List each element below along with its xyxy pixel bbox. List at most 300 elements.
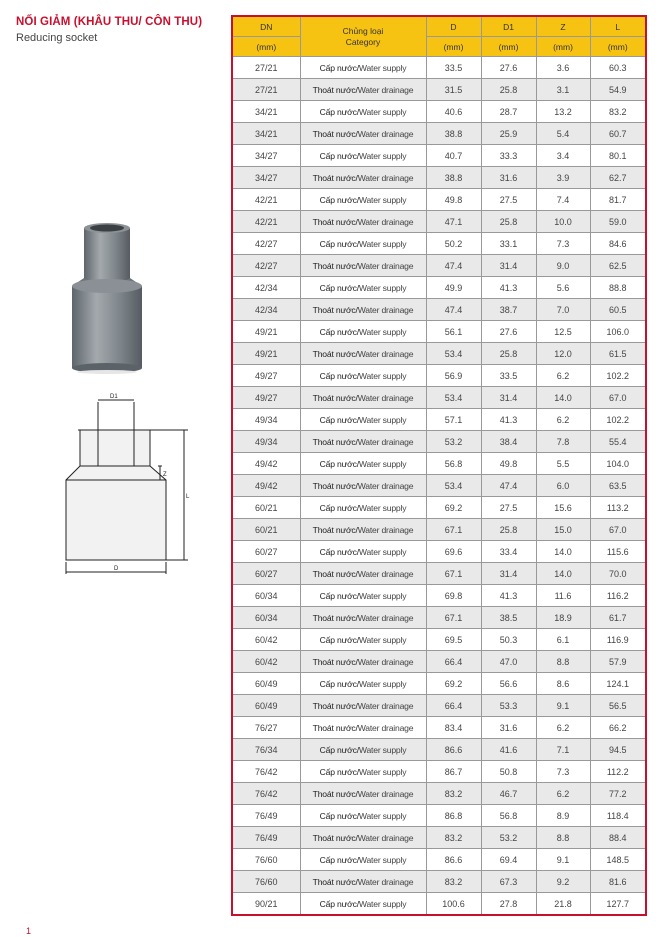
cell-d1: 56.6 (481, 673, 536, 695)
category-vn: Thoát nước/ (312, 480, 358, 491)
cell-d1: 31.4 (481, 387, 536, 409)
table-row (232, 585, 646, 607)
category-vn: Cấp nước/ (319, 766, 359, 777)
cell-category (300, 497, 426, 519)
category-en: Water supply (358, 546, 407, 557)
cell-z: 7.8 (536, 431, 590, 453)
cell-l: 94.5 (590, 739, 646, 761)
table-header-row (232, 16, 646, 37)
cell-d: 56.8 (426, 453, 481, 475)
cell-dn: 60/49 (232, 695, 300, 717)
cell-d: 86.6 (426, 849, 481, 871)
cell-d1: 41.3 (481, 409, 536, 431)
table-row (232, 409, 646, 431)
unit-dn: (mm) (232, 37, 300, 57)
drawing-label-d1: D1 (110, 394, 118, 400)
category-en: Water drainage (357, 260, 414, 271)
cell-d1: 25.8 (481, 79, 536, 101)
header-l: L (590, 16, 646, 37)
cell-z: 3.1 (536, 79, 590, 101)
cell-dn: 27/21 (232, 57, 300, 79)
cell-dn: 34/21 (232, 101, 300, 123)
cell-category (300, 849, 426, 871)
category-vn: Thoát nước/ (312, 84, 358, 95)
cell-category (300, 453, 426, 475)
category-en: Water drainage (357, 480, 414, 491)
cell-d: 69.2 (426, 673, 481, 695)
cell-z: 9.2 (536, 871, 590, 893)
cell-d: 100.6 (426, 893, 481, 916)
category-vn: Thoát nước/ (312, 832, 358, 843)
category-en: Water supply (358, 766, 407, 777)
category-vn: Thoát nước/ (312, 876, 358, 887)
cell-d1: 49.8 (481, 453, 536, 475)
category-vn: Thoát nước/ (312, 436, 358, 447)
table-row (232, 607, 646, 629)
cell-l: 116.2 (590, 585, 646, 607)
spec-table (231, 15, 647, 916)
cell-dn: 49/21 (232, 321, 300, 343)
cell-d: 47.1 (426, 211, 481, 233)
page-subtitle: Reducing socket (16, 32, 98, 44)
cell-l: 115.6 (590, 541, 646, 563)
cell-category (300, 277, 426, 299)
cell-category (300, 673, 426, 695)
cell-l: 63.5 (590, 475, 646, 497)
category-en: Water drainage (357, 436, 414, 447)
cell-z: 3.6 (536, 57, 590, 79)
table-row (232, 761, 646, 783)
cell-dn: 34/27 (232, 145, 300, 167)
cell-category (300, 607, 426, 629)
drawing-label-l: L (186, 494, 190, 500)
category-vn: Cấp nước/ (319, 898, 359, 909)
cell-l: 118.4 (590, 805, 646, 827)
table-row (232, 805, 646, 827)
table-row (232, 321, 646, 343)
cell-category (300, 343, 426, 365)
cell-z: 10.0 (536, 211, 590, 233)
cell-l: 116.9 (590, 629, 646, 651)
cell-category (300, 431, 426, 453)
category-en: Water drainage (357, 84, 414, 95)
cell-dn: 76/60 (232, 871, 300, 893)
table-row (232, 739, 646, 761)
cell-d: 67.1 (426, 607, 481, 629)
category-vn: Thoát nước/ (312, 700, 358, 711)
category-en: Water drainage (357, 612, 414, 623)
category-en: Water supply (358, 678, 407, 689)
cell-dn: 90/21 (232, 893, 300, 916)
category-vn: Thoát nước/ (312, 722, 358, 733)
cell-z: 5.5 (536, 453, 590, 475)
table-row (232, 57, 646, 79)
cell-d1: 28.7 (481, 101, 536, 123)
cell-l: 80.1 (590, 145, 646, 167)
cell-d: 33.5 (426, 57, 481, 79)
cell-l: 61.7 (590, 607, 646, 629)
cell-z: 6.2 (536, 365, 590, 387)
cell-category (300, 695, 426, 717)
cell-dn: 60/49 (232, 673, 300, 695)
category-en: Water supply (358, 194, 407, 205)
category-en: Water drainage (357, 656, 414, 667)
cell-d: 53.2 (426, 431, 481, 453)
cell-l: 62.5 (590, 255, 646, 277)
cell-d1: 53.2 (481, 827, 536, 849)
cell-d1: 25.9 (481, 123, 536, 145)
category-vn: Cấp nước/ (319, 678, 359, 689)
cell-l: 124.1 (590, 673, 646, 695)
cell-d1: 25.8 (481, 211, 536, 233)
category-vn: Cấp nước/ (319, 370, 359, 381)
cell-d1: 38.7 (481, 299, 536, 321)
table-row (232, 123, 646, 145)
cell-d: 83.2 (426, 827, 481, 849)
cell-l: 67.0 (590, 519, 646, 541)
cell-z: 8.8 (536, 827, 590, 849)
cell-dn: 49/42 (232, 453, 300, 475)
cell-dn: 42/21 (232, 189, 300, 211)
category-vn: Cấp nước/ (319, 194, 359, 205)
page-number: 1 (26, 926, 32, 936)
cell-z: 7.4 (536, 189, 590, 211)
cell-dn: 60/21 (232, 497, 300, 519)
category-en: Water drainage (357, 788, 414, 799)
category-vn: Thoát nước/ (312, 788, 358, 799)
drawing-label-d: D (114, 566, 119, 572)
cell-l: 55.4 (590, 431, 646, 453)
cell-l: 57.9 (590, 651, 646, 673)
cell-category (300, 409, 426, 431)
category-vn: Cấp nước/ (319, 546, 359, 557)
cell-dn: 49/27 (232, 387, 300, 409)
cell-d: 53.4 (426, 387, 481, 409)
category-en: Water supply (358, 106, 407, 117)
category-vn: Thoát nước/ (312, 656, 358, 667)
cell-d1: 31.6 (481, 167, 536, 189)
table-row (232, 541, 646, 563)
category-vn: Thoát nước/ (312, 568, 358, 579)
cell-dn: 49/42 (232, 475, 300, 497)
cell-dn: 49/34 (232, 431, 300, 453)
cell-z: 7.3 (536, 233, 590, 255)
cell-category (300, 585, 426, 607)
cell-d1: 31.4 (481, 255, 536, 277)
cell-d: 40.7 (426, 145, 481, 167)
category-en: Water supply (358, 458, 407, 469)
cell-category (300, 101, 426, 123)
cell-dn: 76/27 (232, 717, 300, 739)
cell-d1: 27.6 (481, 57, 536, 79)
cell-d: 67.1 (426, 519, 481, 541)
cell-l: 77.2 (590, 783, 646, 805)
cell-d: 47.4 (426, 255, 481, 277)
cell-dn: 76/42 (232, 761, 300, 783)
cell-dn: 76/60 (232, 849, 300, 871)
cell-l: 60.7 (590, 123, 646, 145)
cell-category (300, 805, 426, 827)
cell-z: 8.8 (536, 651, 590, 673)
cell-z: 3.4 (536, 145, 590, 167)
category-en: Water supply (358, 414, 407, 425)
cell-d1: 50.3 (481, 629, 536, 651)
cell-d1: 46.7 (481, 783, 536, 805)
cell-category (300, 79, 426, 101)
cell-category (300, 321, 426, 343)
cell-dn: 34/21 (232, 123, 300, 145)
cell-category (300, 871, 426, 893)
cell-l: 60.3 (590, 57, 646, 79)
cell-z: 14.0 (536, 387, 590, 409)
cell-d1: 47.0 (481, 651, 536, 673)
cell-d1: 33.5 (481, 365, 536, 387)
cell-l: 148.5 (590, 849, 646, 871)
category-en: Water supply (358, 590, 407, 601)
cell-category (300, 123, 426, 145)
category-en: Water supply (358, 238, 407, 249)
cell-l: 66.2 (590, 717, 646, 739)
category-vn: Cấp nước/ (319, 282, 359, 293)
cell-l: 88.8 (590, 277, 646, 299)
cell-dn: 27/21 (232, 79, 300, 101)
cell-d1: 69.4 (481, 849, 536, 871)
table-row (232, 563, 646, 585)
cell-category (300, 145, 426, 167)
cell-dn: 60/34 (232, 607, 300, 629)
cell-category (300, 255, 426, 277)
category-vn: Cấp nước/ (319, 590, 359, 601)
category-en: Water supply (358, 854, 407, 865)
category-vn: Thoát nước/ (312, 304, 358, 315)
cell-d: 56.1 (426, 321, 481, 343)
cell-d: 38.8 (426, 167, 481, 189)
cell-z: 5.4 (536, 123, 590, 145)
cell-d: 56.9 (426, 365, 481, 387)
table-row (232, 167, 646, 189)
cell-z: 6.0 (536, 475, 590, 497)
cell-dn: 60/42 (232, 651, 300, 673)
cell-d: 83.2 (426, 783, 481, 805)
cell-dn: 76/42 (232, 783, 300, 805)
cell-dn: 42/34 (232, 277, 300, 299)
cell-z: 7.1 (536, 739, 590, 761)
table-row (232, 629, 646, 651)
cell-z: 3.9 (536, 167, 590, 189)
category-en: Water supply (358, 282, 407, 293)
category-vn: Cấp nước/ (319, 634, 359, 645)
header-category (300, 16, 426, 57)
cell-d1: 41.3 (481, 585, 536, 607)
table-row (232, 871, 646, 893)
cell-dn: 76/49 (232, 827, 300, 849)
cell-dn: 42/27 (232, 233, 300, 255)
category-vn: Thoát nước/ (312, 128, 358, 139)
cell-z: 6.2 (536, 783, 590, 805)
cell-d1: 33.1 (481, 233, 536, 255)
category-vn: Thoát nước/ (312, 216, 358, 227)
technical-drawing (58, 390, 200, 580)
table-row (232, 79, 646, 101)
table-row (232, 651, 646, 673)
cell-d: 38.8 (426, 123, 481, 145)
cell-z: 5.6 (536, 277, 590, 299)
cell-category (300, 739, 426, 761)
cell-l: 56.5 (590, 695, 646, 717)
table-unit-row (232, 37, 646, 57)
cell-category (300, 167, 426, 189)
cell-d1: 25.8 (481, 343, 536, 365)
table-row (232, 453, 646, 475)
cell-l: 81.7 (590, 189, 646, 211)
cell-d: 47.4 (426, 299, 481, 321)
cell-category (300, 211, 426, 233)
table-row (232, 475, 646, 497)
cell-d1: 27.5 (481, 497, 536, 519)
table-row (232, 255, 646, 277)
cell-category (300, 387, 426, 409)
header-z: Z (536, 16, 590, 37)
cell-dn: 42/34 (232, 299, 300, 321)
cell-l: 106.0 (590, 321, 646, 343)
table-row (232, 519, 646, 541)
category-en: Water supply (358, 502, 407, 513)
cell-category (300, 563, 426, 585)
cell-z: 9.1 (536, 849, 590, 871)
cell-l: 102.2 (590, 365, 646, 387)
category-en: Water drainage (357, 128, 414, 139)
cell-d: 69.5 (426, 629, 481, 651)
cell-d1: 31.6 (481, 717, 536, 739)
category-en: Water drainage (357, 392, 414, 403)
cell-category (300, 519, 426, 541)
cell-dn: 42/27 (232, 255, 300, 277)
category-vn: Thoát nước/ (312, 612, 358, 623)
cell-d: 86.8 (426, 805, 481, 827)
cell-category (300, 189, 426, 211)
table-row (232, 827, 646, 849)
cell-l: 54.9 (590, 79, 646, 101)
cell-d1: 41.3 (481, 277, 536, 299)
table-row (232, 695, 646, 717)
cell-dn: 60/27 (232, 541, 300, 563)
header-category-en: Category (345, 36, 381, 47)
cell-z: 6.2 (536, 717, 590, 739)
cell-d: 53.4 (426, 475, 481, 497)
cell-dn: 76/34 (232, 739, 300, 761)
cell-dn: 76/49 (232, 805, 300, 827)
cell-d1: 33.3 (481, 145, 536, 167)
category-vn: Thoát nước/ (312, 524, 358, 535)
cell-l: 113.2 (590, 497, 646, 519)
table-row (232, 431, 646, 453)
cell-l: 104.0 (590, 453, 646, 475)
cell-dn: 60/21 (232, 519, 300, 541)
cell-z: 8.6 (536, 673, 590, 695)
category-en: Water supply (358, 370, 407, 381)
cell-z: 6.1 (536, 629, 590, 651)
cell-z: 21.8 (536, 893, 590, 916)
header-dn: DN (232, 16, 300, 37)
cell-z: 9.1 (536, 695, 590, 717)
cell-l: 67.0 (590, 387, 646, 409)
cell-l: 60.5 (590, 299, 646, 321)
category-vn: Cấp nước/ (319, 62, 359, 73)
cell-d1: 38.4 (481, 431, 536, 453)
cell-d: 69.6 (426, 541, 481, 563)
category-en: Water supply (358, 150, 407, 161)
category-vn: Cấp nước/ (319, 150, 359, 161)
table-row (232, 783, 646, 805)
cell-dn: 60/34 (232, 585, 300, 607)
category-en: Water drainage (357, 722, 414, 733)
cell-d: 69.8 (426, 585, 481, 607)
cell-l: 70.0 (590, 563, 646, 585)
category-vn: Cấp nước/ (319, 744, 359, 755)
header-d: D (426, 16, 481, 37)
cell-z: 15.0 (536, 519, 590, 541)
cell-d: 83.2 (426, 871, 481, 893)
cell-d: 66.4 (426, 695, 481, 717)
cell-category (300, 893, 426, 916)
cell-z: 7.0 (536, 299, 590, 321)
cell-d: 49.9 (426, 277, 481, 299)
cell-category (300, 365, 426, 387)
cell-d1: 38.5 (481, 607, 536, 629)
category-vn: Thoát nước/ (312, 172, 358, 183)
table-row (232, 673, 646, 695)
category-en: Water drainage (357, 348, 414, 359)
table-row (232, 893, 646, 916)
cell-d: 66.4 (426, 651, 481, 673)
cell-d1: 31.4 (481, 563, 536, 585)
category-vn: Cấp nước/ (319, 502, 359, 513)
category-en: Water drainage (357, 832, 414, 843)
category-vn: Cấp nước/ (319, 458, 359, 469)
cell-d1: 56.8 (481, 805, 536, 827)
unit-l: (mm) (590, 37, 646, 57)
table-row (232, 387, 646, 409)
cell-category (300, 57, 426, 79)
category-vn: Thoát nước/ (312, 348, 358, 359)
category-vn: Thoát nước/ (312, 260, 358, 271)
cell-z: 12.0 (536, 343, 590, 365)
product-photo (62, 222, 152, 374)
category-en: Water drainage (357, 524, 414, 535)
unit-d: (mm) (426, 37, 481, 57)
cell-l: 61.5 (590, 343, 646, 365)
category-en: Water drainage (357, 700, 414, 711)
category-vn: Cấp nước/ (319, 854, 359, 865)
table-row (232, 145, 646, 167)
table-row (232, 277, 646, 299)
category-vn: Cấp nước/ (319, 414, 359, 425)
unit-z: (mm) (536, 37, 590, 57)
header-d1: D1 (481, 16, 536, 37)
cell-dn: 42/21 (232, 211, 300, 233)
cell-z: 8.9 (536, 805, 590, 827)
category-en: Water supply (358, 326, 407, 337)
cell-l: 127.7 (590, 893, 646, 916)
cell-dn: 49/34 (232, 409, 300, 431)
table-row (232, 299, 646, 321)
cell-l: 83.2 (590, 101, 646, 123)
category-vn: Cấp nước/ (319, 238, 359, 249)
category-vn: Thoát nước/ (312, 392, 358, 403)
cell-dn: 49/21 (232, 343, 300, 365)
cell-category (300, 783, 426, 805)
cell-d: 31.5 (426, 79, 481, 101)
